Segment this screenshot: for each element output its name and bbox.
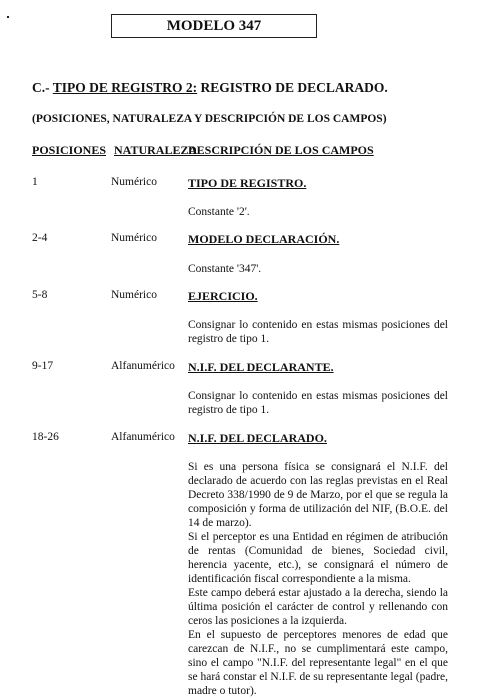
section-prefix: C.- [32, 80, 50, 95]
column-header-positions: POSICIONES [32, 143, 107, 157]
page-title: MODELO 347 [111, 14, 317, 38]
row-nature: Numérico [111, 289, 157, 301]
row-description [188, 262, 448, 276]
row-field-name: MODELO DECLARACIÓN. [188, 232, 340, 246]
row-position: 5-8 [32, 289, 48, 301]
section-record-type: TIPO DE REGISTRO 2: [52, 80, 198, 95]
row-position: 9-17 [32, 360, 54, 372]
description-paragraph: Si es una persona física se consignará el N.I.F. del declarado de acuerdo con las reglas previstas en el Real Decreto 338/1990 de 9 de Marzo, por el que se regula la composición y forma de utilización del NIF, (B.O.E. del 14 de marzo). [188, 461, 448, 529]
description-paragraph: Consignar lo contenido en estas mismas posiciones del registro de tipo 1. [188, 319, 448, 345]
description-paragraph: Constante '347'. [188, 263, 262, 275]
row-description [188, 389, 448, 417]
row-description [188, 205, 448, 219]
description-paragraph: Consignar lo contenido en estas mismas posiciones del registro de tipo 1. [188, 390, 448, 416]
row-field-name: N.I.F. DEL DECLARANTE. [188, 360, 334, 374]
row-position: 18-26 [32, 431, 59, 443]
section-record-name: REGISTRO DE DECLARADO. [200, 80, 388, 95]
row-description [188, 318, 448, 346]
row-nature: Alfanumérico [111, 431, 175, 443]
row-position: 2-4 [32, 232, 48, 244]
section-heading [32, 80, 388, 96]
row-position: 1 [32, 176, 38, 188]
row-nature: Numérico [111, 176, 157, 188]
description-paragraph: Constante '2'. [188, 206, 250, 218]
description-paragraph: Este campo deberá estar ajustado a la derecha, siendo la última posición el carácter de control y rellenando con ceros las posiciones a la izquierda. [188, 587, 448, 627]
row-description [188, 460, 448, 698]
description-paragraph: Si el perceptor es una Entidad en régimen de atribución de rentas (Comunidad de bienes, Sociedad civil, herencia yacente, etc.), se consignará el número de identificación fiscal correspondiente a la misma. [188, 531, 448, 585]
stray-dot [7, 16, 9, 18]
row-field-name: N.I.F. DEL DECLARADO. [188, 431, 327, 445]
section-subtitle: (POSICIONES, NATURALEZA Y DESCRIPCIÓN DE LOS CAMPOS) [32, 113, 387, 125]
row-field-name: EJERCICIO. [188, 289, 258, 303]
column-header-description: DESCRIPCIÓN DE LOS CAMPOS [188, 143, 374, 157]
row-nature: Numérico [111, 232, 157, 244]
row-field-name: TIPO DE REGISTRO. [188, 176, 307, 190]
column-header-nature: NATURALEZA [114, 143, 198, 157]
description-paragraph: En el supuesto de perceptores menores de edad que carezcan de N.I.F., no se cumplimentará este campo, sino el campo "N.I.F. del representante legal" en el que se hará constar el N.I.F. de su representante legal (padre, madre o tutor). [188, 629, 448, 697]
row-nature: Alfanumérico [111, 360, 175, 372]
